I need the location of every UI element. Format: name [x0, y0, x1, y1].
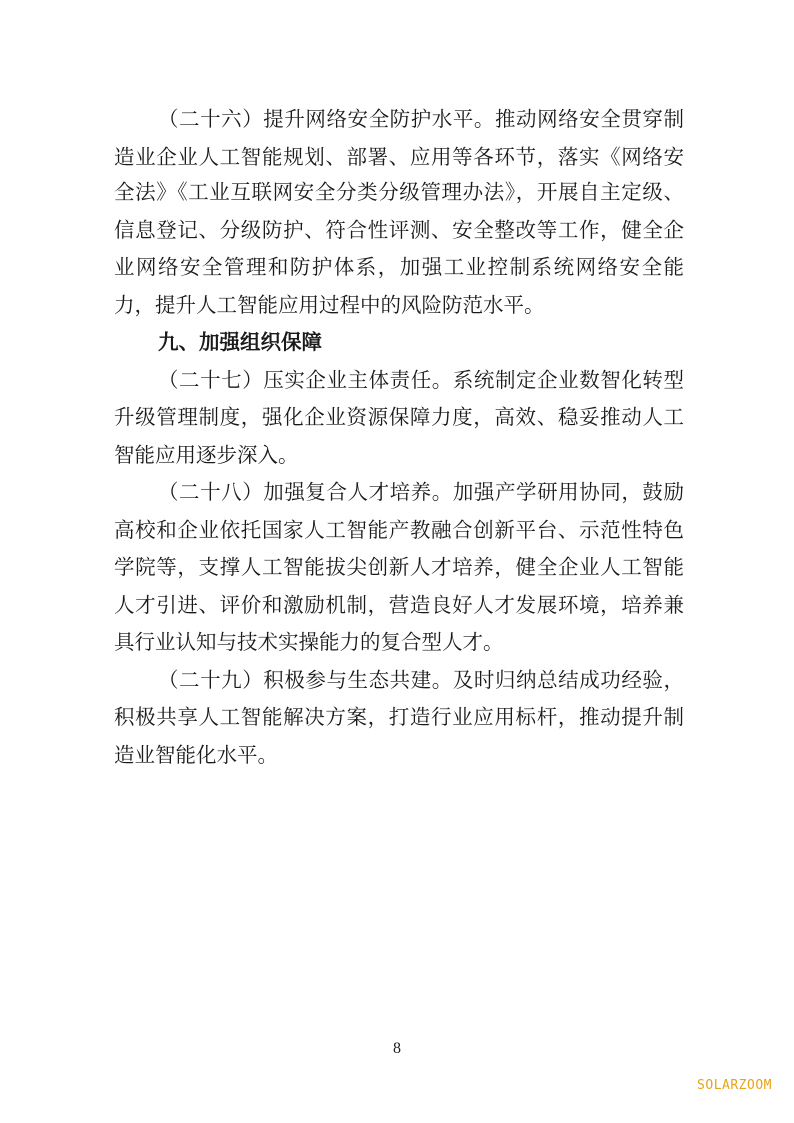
paragraph-28-line-4: 人才引进、评价和激励机制，营造良好人才发展环境，培养兼 [114, 593, 684, 617]
paragraph-28-line-2: 高校和企业依托国家人工智能产教融合创新平台、示范性特色 [114, 518, 684, 542]
paragraph-28-line-1: （二十八）加强复合人才培养。加强产学研用协同，鼓励 [158, 480, 684, 504]
paragraph-26-line-5: 业网络安全管理和防护体系，加强工业控制系统网络安全能 [114, 255, 684, 279]
watermark-logo: SOLARZOOM [697, 1078, 772, 1093]
paragraph-26-line-3: 全法》《工业互联网安全分类分级管理办法》，开展自主定级、 [114, 180, 684, 204]
paragraph-26-line-2: 造业企业人工智能规划、部署、应用等各环节，落实《网络安 [114, 145, 684, 169]
paragraph-27-line-1: （二十七）压实企业主体责任。系统制定企业数智化转型 [158, 368, 684, 392]
paragraph-26-line-1: （二十六）提升网络安全防护水平。推动网络安全贯穿制 [158, 107, 684, 131]
paragraph-27-line-3: 智能应用逐步深入。 [114, 443, 299, 467]
page-number: 8 [393, 1040, 401, 1057]
paragraph-26-line-6: 力，提升人工智能应用过程中的风险防范水平。 [114, 293, 545, 317]
paragraph-28-line-3: 学院等，支撑人工智能拔尖创新人才培养，健全企业人工智能 [114, 555, 684, 579]
paragraph-29-line-1: （二十九）积极参与生态共建。及时归纳总结成功经验， [158, 668, 684, 692]
paragraph-27-line-2: 升级管理制度，强化企业资源保障力度，高效、稳妥推动人工 [114, 405, 684, 429]
paragraph-26-line-4: 信息登记、分级防护、符合性评测、安全整改等工作，健全企 [114, 218, 684, 242]
section-heading: 九、加强组织保障 [158, 330, 322, 354]
paragraph-28-line-5: 具行业认知与技术实操能力的复合型人才。 [114, 630, 504, 654]
paragraph-29-line-3: 造业智能化水平。 [114, 743, 278, 767]
paragraph-29-line-2: 积极共享人工智能解决方案，打造行业应用标杆，推动提升制 [114, 705, 684, 729]
